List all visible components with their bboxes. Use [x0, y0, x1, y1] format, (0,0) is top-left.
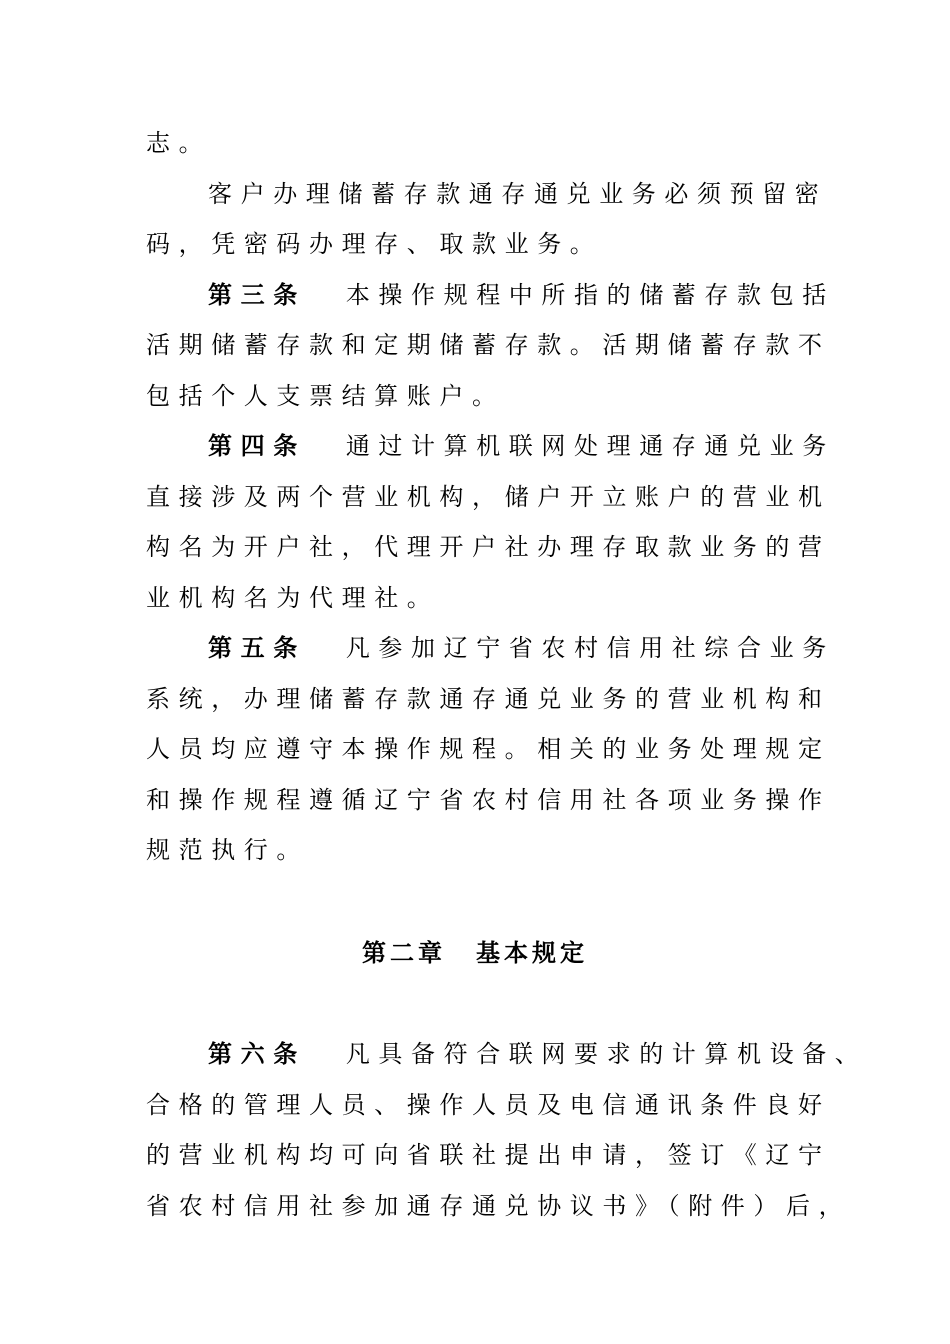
text-line: 凡具备符合联网要求的计算机设备、	[345, 1040, 868, 1068]
paragraph-line	[146, 371, 505, 421]
text-line: 凡参加辽宁省农村信用社综合业务	[345, 634, 835, 662]
article-4-line	[208, 421, 835, 471]
article-label: 第四条	[208, 431, 306, 460]
paragraph-line	[146, 219, 602, 269]
paragraph-line	[146, 724, 831, 774]
text-line: 业机构名为代理社。	[146, 584, 440, 612]
chapter-title: 基本规定	[476, 938, 588, 967]
paragraph-line	[146, 1130, 831, 1180]
article-label: 第六条	[208, 1039, 306, 1068]
paragraph-line	[146, 1080, 831, 1130]
text-line: 通过计算机联网处理通存通兑业务	[345, 432, 835, 460]
text-line: 规范执行。	[146, 836, 309, 864]
text-line: 志。	[146, 129, 212, 157]
paragraph-line	[146, 1181, 851, 1231]
text-line: 本操作规程中所指的储蓄存款包括	[345, 281, 835, 309]
chapter-number: 第二章	[362, 938, 446, 967]
paragraph-line	[146, 573, 439, 623]
text-line: 省农村信用社参加通存通兑协议书》（附件）后，	[146, 1192, 852, 1220]
paragraph-line	[146, 825, 309, 875]
text-line: 码，凭密码办理存、取款业务。	[146, 230, 603, 258]
paragraph-line	[146, 674, 831, 724]
paragraph-line	[146, 472, 831, 522]
paragraph-line	[146, 118, 211, 168]
text-line: 和操作规程遵循辽宁省农村信用社各项业务操作	[146, 786, 831, 814]
text-line: 活期储蓄存款和定期储蓄存款。活期储蓄存款不	[146, 331, 831, 359]
text-line: 合格的管理人员、操作人员及电信通讯条件良好	[146, 1091, 831, 1119]
article-label: 第五条	[208, 633, 306, 662]
text-line: 构名为开户社，代理开户社办理存取款业务的营	[146, 533, 831, 561]
text-line: 客户办理储蓄存款通存通兑业务必须预留密	[208, 180, 828, 208]
text-line: 的营业机构均可向省联社提出申请，签订《辽宁	[146, 1141, 831, 1169]
text-line: 直接涉及两个营业机构，储户开立账户的营业机	[146, 483, 831, 511]
article-5-line	[208, 623, 835, 673]
article-label: 第三条	[208, 280, 306, 309]
paragraph-line	[208, 169, 827, 219]
paragraph-line	[146, 775, 831, 825]
text-line: 人员均应遵守本操作规程。相关的业务处理规定	[146, 735, 831, 763]
chapter-heading	[0, 928, 950, 978]
article-3-line	[208, 270, 835, 320]
text-line: 系统，办理储蓄存款通存通兑业务的营业机构和	[146, 685, 831, 713]
paragraph-line	[146, 320, 831, 370]
text-line: 包括个人支票结算账户。	[146, 382, 505, 410]
paragraph-line	[146, 522, 831, 572]
article-6-line	[208, 1029, 867, 1079]
